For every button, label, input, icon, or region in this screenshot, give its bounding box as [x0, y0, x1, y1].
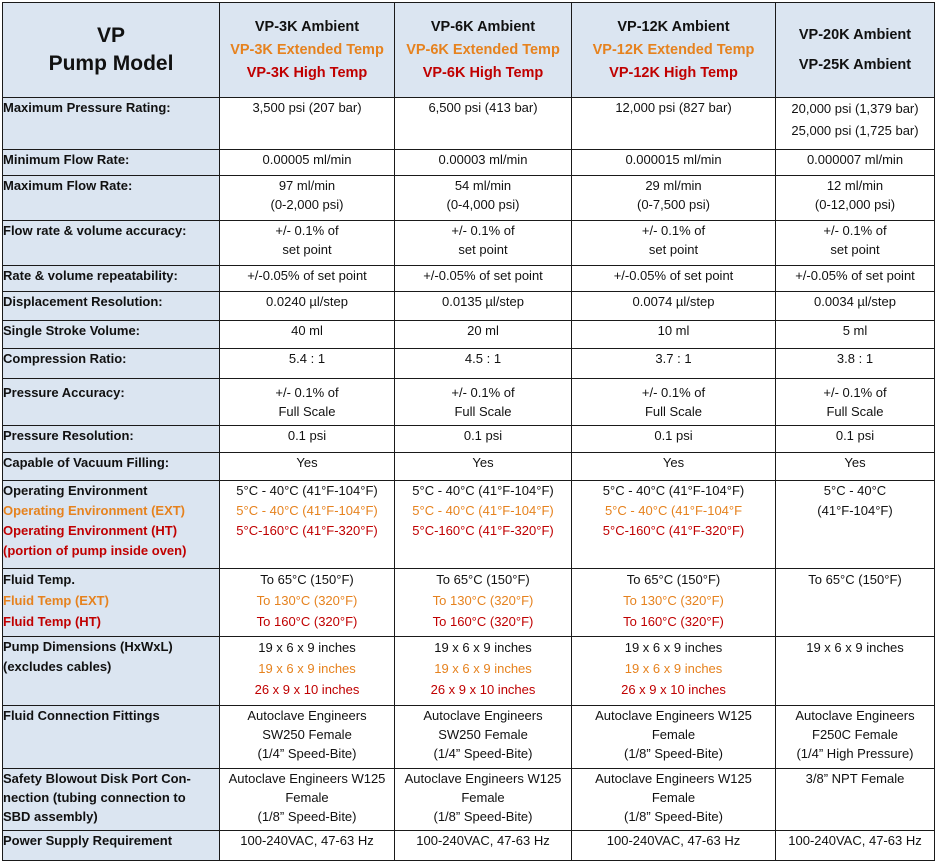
- spec-value: [776, 150, 935, 176]
- row-label: [3, 98, 220, 150]
- value-line: +/-0.05% of set point: [247, 268, 367, 283]
- spec-value: [776, 349, 935, 379]
- label-line: Operating Environment: [3, 483, 148, 498]
- pump-model-header: [3, 3, 220, 98]
- value-line: 5°C - 40°C (41°F-104°F): [602, 483, 745, 498]
- spec-value: [220, 453, 395, 481]
- value-line: 4.5 : 1: [464, 351, 502, 366]
- value-line: (41°F-104°F): [817, 503, 893, 518]
- spec-value: [776, 292, 935, 321]
- row-label: [3, 349, 220, 379]
- spec-value: [395, 98, 572, 150]
- value-line: 19 x 6 x 9 inches: [624, 640, 723, 655]
- value-line: Autoclave Engineers W125: [228, 771, 386, 786]
- value-line: Full Scale: [644, 404, 703, 419]
- row-label: [3, 569, 220, 637]
- value-line: (1/8” Speed-Bite): [257, 809, 357, 824]
- value-line: To 65°C (150°F): [260, 572, 354, 587]
- value-line-ext: 19 x 6 x 9 inches: [434, 661, 532, 676]
- label-line: (excludes cables): [3, 659, 112, 674]
- value-line-ht: To 160°C (320°F): [256, 614, 358, 629]
- spec-value: [395, 266, 572, 292]
- label-line: Displacement Resolution:: [3, 294, 163, 309]
- vp-20k-25k-header: [776, 3, 935, 98]
- label-line: Maximum Flow Rate:: [3, 178, 133, 193]
- value-line: 100-240VAC, 47-63 Hz: [240, 833, 374, 848]
- spec-value: [776, 569, 935, 637]
- value-line-ht: 5°C-160°C (41°F-320°F): [412, 523, 554, 538]
- spec-value: [395, 321, 572, 349]
- spec-value: [572, 292, 776, 321]
- value-line: Full Scale: [826, 404, 884, 419]
- spec-value: [572, 150, 776, 176]
- row-label: [3, 453, 220, 481]
- spec-value: [776, 481, 935, 569]
- label-line: Maximum Pressure Rating:: [3, 100, 171, 115]
- value-line: set point: [830, 242, 880, 257]
- spec-row-max-pressure: [3, 98, 935, 150]
- spec-value: [572, 453, 776, 481]
- value-line: (1/4” High Pressure): [796, 746, 914, 761]
- value-line: 0.0034 µl/step: [814, 294, 896, 309]
- value-line: 0.00003 ml/min: [438, 152, 528, 167]
- value-line: 5°C - 40°C (41°F-104°F): [412, 483, 554, 498]
- row-label: [3, 706, 220, 769]
- value-line-ht: 5°C-160°C (41°F-320°F): [602, 523, 745, 538]
- value-line: Female: [651, 790, 696, 805]
- spec-value: [776, 98, 935, 150]
- spec-value: [776, 831, 935, 861]
- value-line: 29 ml/min: [645, 178, 702, 193]
- row-label: [3, 831, 220, 861]
- value-line: 0.000007 ml/min: [806, 152, 904, 167]
- spec-value: [572, 379, 776, 426]
- label-line: SBD assembly): [3, 809, 98, 824]
- spec-value: [220, 481, 395, 569]
- spec-value: [395, 292, 572, 321]
- value-line: 97 ml/min: [278, 178, 336, 193]
- spec-value: [572, 98, 776, 150]
- spec-row-stroke-volume: [3, 321, 935, 349]
- model-ambient: VP-6K Ambient: [430, 18, 536, 35]
- spec-value: [395, 831, 572, 861]
- spec-value: [220, 769, 395, 831]
- value-line: 20 ml: [467, 323, 499, 338]
- value-line: 25,000 psi (1,725 bar): [791, 123, 919, 138]
- row-label: [3, 176, 220, 221]
- value-line: +/-0.05% of set point: [423, 268, 543, 283]
- value-line: 20,000 psi (1,379 bar): [791, 101, 919, 116]
- value-line: set point: [282, 242, 332, 257]
- label-line: Pump Dimensions (HxWxL): [3, 639, 173, 654]
- value-line: (0-7,500 psi): [637, 197, 710, 212]
- header-row: [3, 3, 935, 98]
- value-line: 100-240VAC, 47-63 Hz: [788, 833, 922, 848]
- row-label: [3, 426, 220, 453]
- spec-value: [572, 637, 776, 706]
- row-label: [3, 150, 220, 176]
- value-line: 6,500 psi (413 bar): [428, 100, 538, 115]
- spec-value: [220, 266, 395, 292]
- value-line-ext: 5°C - 40°C (41°F-104°F: [604, 503, 743, 518]
- spec-value: [572, 426, 776, 453]
- label-line-ext: Operating Environment (EXT): [3, 503, 186, 518]
- value-line-ext: To 130°C (320°F): [432, 593, 534, 608]
- spec-value: [395, 176, 572, 221]
- value-line: +/-0.05% of set point: [795, 268, 915, 283]
- value-line: Female: [651, 727, 696, 742]
- spec-value: [776, 453, 935, 481]
- value-line: set point: [458, 242, 508, 257]
- value-line: +/-0.05% of set point: [613, 268, 734, 283]
- value-line-ext: 5°C - 40°C (41°F-104°F): [412, 503, 554, 518]
- spec-value: [220, 831, 395, 861]
- label-line-ht: Fluid Temp (HT): [3, 614, 101, 629]
- vp-3k-header: [220, 3, 395, 98]
- row-label: [3, 379, 220, 426]
- row-label: [3, 221, 220, 266]
- value-line: 54 ml/min: [454, 178, 512, 193]
- pump-model-line: Pump Model: [48, 52, 174, 75]
- spec-row-dimensions: [3, 637, 935, 706]
- value-line: +/- 0.1% of: [451, 223, 515, 238]
- value-line: 0.00005 ml/min: [262, 152, 352, 167]
- value-line: SW250 Female: [262, 727, 352, 742]
- value-line: +/- 0.1% of: [823, 223, 887, 238]
- value-line-ext: To 130°C (320°F): [623, 593, 724, 608]
- label-line-ext: Fluid Temp (EXT): [3, 593, 109, 608]
- spec-value: [220, 706, 395, 769]
- vp-12k-header: [572, 3, 776, 98]
- spec-row-fluid-temp: [3, 569, 935, 637]
- value-line-ht: 26 x 9 x 10 inches: [430, 682, 536, 697]
- spec-row-pressure-resolution: [3, 426, 935, 453]
- value-line: +/- 0.1% of: [641, 385, 706, 400]
- spec-value: [776, 266, 935, 292]
- label-line: Capable of Vacuum Filling:: [3, 455, 170, 470]
- model-high-temp: VP-3K High Temp: [246, 64, 368, 81]
- pump-model-line: VP: [96, 24, 125, 47]
- spec-row-max-flow: [3, 176, 935, 221]
- spec-value: [776, 379, 935, 426]
- spec-row-flow-accuracy: [3, 221, 935, 266]
- spec-value: [776, 221, 935, 266]
- vp-6k-header: [395, 3, 572, 98]
- value-line: 100-240VAC, 47-63 Hz: [606, 833, 741, 848]
- spec-row-power-supply: [3, 831, 935, 861]
- row-label: [3, 321, 220, 349]
- spec-value: [395, 706, 572, 769]
- spec-value: [572, 569, 776, 637]
- label-line: nection (tubing connection to: [3, 790, 186, 805]
- spec-value: [220, 292, 395, 321]
- value-line: 0.0135 µl/step: [442, 294, 524, 309]
- label-line: Fluid Connection Fittings: [3, 708, 160, 723]
- spec-value: [572, 831, 776, 861]
- row-label: [3, 266, 220, 292]
- model-high-temp: VP-12K High Temp: [609, 64, 738, 81]
- spec-value: [776, 769, 935, 831]
- row-label: [3, 637, 220, 706]
- spec-row-pressure-accuracy: [3, 379, 935, 426]
- value-line: Autoclave Engineers W125: [595, 708, 752, 723]
- spec-value: [572, 266, 776, 292]
- label-line: Power Supply Requirement: [3, 833, 173, 848]
- value-line: set point: [648, 242, 699, 257]
- value-line: 0.1 psi: [835, 428, 875, 443]
- value-line: 19 x 6 x 9 inches: [434, 640, 532, 655]
- value-line: +/- 0.1% of: [451, 385, 515, 400]
- row-label: [3, 292, 220, 321]
- value-line: SW250 Female: [438, 727, 528, 742]
- value-line-ht: To 160°C (320°F): [623, 614, 724, 629]
- model-ambient: VP-20K Ambient: [798, 27, 912, 43]
- value-line-ht: 26 x 9 x 10 inches: [254, 682, 360, 697]
- spec-value: [776, 426, 935, 453]
- value-line: (1/8” Speed-Bite): [624, 809, 723, 824]
- spec-value: [395, 150, 572, 176]
- spec-row-operating-env: [3, 481, 935, 569]
- row-label: [3, 769, 220, 831]
- spec-value: [395, 481, 572, 569]
- spec-row-displacement: [3, 292, 935, 321]
- value-line: 3.8 : 1: [836, 351, 874, 366]
- value-line-ht: 5°C-160°C (41°F-320°F): [236, 523, 378, 538]
- value-line: Autoclave Engineers: [247, 708, 367, 723]
- value-line: +/- 0.1% of: [275, 223, 339, 238]
- model-ambient: VP-25K Ambient: [798, 57, 912, 73]
- value-line-ht: To 160°C (320°F): [432, 614, 534, 629]
- value-line: Yes: [472, 455, 494, 470]
- spec-value: [395, 453, 572, 481]
- pump-spec-table: [2, 2, 935, 861]
- spec-row-fittings: [3, 706, 935, 769]
- value-line-ht: 26 x 9 x 10 inches: [621, 682, 726, 697]
- model-ambient: VP-12K Ambient: [617, 18, 730, 35]
- label-line: Fluid Temp.: [3, 572, 75, 587]
- value-line: Full Scale: [278, 404, 336, 419]
- value-line: Autoclave Engineers W125: [404, 771, 562, 786]
- value-line: (0-12,000 psi): [814, 197, 896, 212]
- spec-value: [572, 481, 776, 569]
- value-line: To 65°C (150°F): [808, 572, 902, 587]
- spec-row-min-flow: [3, 150, 935, 176]
- value-line: 5°C - 40°C: [823, 483, 887, 498]
- spec-value: [572, 176, 776, 221]
- value-line: (1/4” Speed-Bite): [257, 746, 357, 761]
- label-line: Flow rate & volume accuracy:: [3, 223, 187, 238]
- spec-row-compression: [3, 349, 935, 379]
- value-line: 0.0074 µl/step: [632, 294, 715, 309]
- model-extended: VP-6K Extended Temp: [406, 41, 560, 58]
- value-line: 19 x 6 x 9 inches: [258, 640, 356, 655]
- spec-value: [220, 176, 395, 221]
- value-line: (1/8” Speed-Bite): [624, 746, 723, 761]
- label-line: Pressure Resolution:: [3, 428, 134, 443]
- model-ambient: VP-3K Ambient: [254, 18, 360, 35]
- spec-value: [395, 769, 572, 831]
- value-line: 5.4 : 1: [288, 351, 326, 366]
- value-line: 10 ml: [657, 323, 690, 338]
- spec-row-repeatability: [3, 266, 935, 292]
- value-line: Autoclave Engineers: [423, 708, 543, 723]
- spec-value: [220, 349, 395, 379]
- value-line: +/- 0.1% of: [275, 385, 339, 400]
- value-line: To 65°C (150°F): [626, 572, 721, 587]
- spec-value: [572, 321, 776, 349]
- label-line-ht: Operating Environment (HT): [3, 523, 178, 538]
- value-line: (1/8” Speed-Bite): [433, 809, 533, 824]
- value-line: 0.0240 µl/step: [266, 294, 348, 309]
- row-label: [3, 481, 220, 569]
- value-line: 3,500 psi (207 bar): [252, 100, 362, 115]
- label-line: Pressure Accuracy:: [3, 385, 125, 400]
- value-line: +/- 0.1% of: [641, 223, 706, 238]
- value-line: 5°C - 40°C (41°F-104°F): [236, 483, 378, 498]
- model-high-temp: VP-6K High Temp: [422, 64, 544, 81]
- spec-value: [776, 637, 935, 706]
- spec-value: [776, 321, 935, 349]
- spec-value: [220, 637, 395, 706]
- value-line: 0.1 psi: [463, 428, 503, 443]
- value-line: (0-4,000 psi): [446, 197, 520, 212]
- model-extended: VP-12K Extended Temp: [592, 41, 755, 58]
- spec-value: [776, 706, 935, 769]
- value-line: 19 x 6 x 9 inches: [806, 640, 904, 655]
- value-line-ext: 5°C - 40°C (41°F-104°F): [236, 503, 378, 518]
- label-line: Minimum Flow Rate:: [3, 152, 130, 167]
- value-line: 12,000 psi (827 bar): [615, 100, 732, 115]
- value-line: 100-240VAC, 47-63 Hz: [416, 833, 550, 848]
- spec-row-vacuum-filling: [3, 453, 935, 481]
- value-line: To 65°C (150°F): [436, 572, 530, 587]
- value-line: Yes: [662, 455, 685, 470]
- value-line-ext: 19 x 6 x 9 inches: [258, 661, 356, 676]
- spec-value: [572, 769, 776, 831]
- value-line: 0.000015 ml/min: [625, 152, 722, 167]
- value-line: (0-2,000 psi): [270, 197, 344, 212]
- label-line: Compression Ratio:: [3, 351, 127, 366]
- spec-value: [220, 221, 395, 266]
- label-line: Rate & volume repeatability:: [3, 268, 178, 283]
- spec-value: [220, 98, 395, 150]
- spec-value: [220, 426, 395, 453]
- spec-value: [572, 349, 776, 379]
- spec-value: [776, 176, 935, 221]
- value-line: 12 ml/min: [826, 178, 884, 193]
- spec-value: [572, 221, 776, 266]
- value-line: 5 ml: [842, 323, 868, 338]
- label-line-ht: (portion of pump inside oven): [3, 543, 187, 558]
- spec-value: [220, 321, 395, 349]
- value-line: Female: [461, 790, 505, 805]
- spec-value: [220, 569, 395, 637]
- value-line: Yes: [844, 455, 866, 470]
- spec-value: [395, 426, 572, 453]
- value-line: 0.1 psi: [287, 428, 327, 443]
- value-line: 0.1 psi: [654, 428, 693, 443]
- spec-value: [220, 379, 395, 426]
- value-line: +/- 0.1% of: [823, 385, 887, 400]
- label-line: Safety Blowout Disk Port Con-: [3, 771, 191, 786]
- spec-value: [395, 379, 572, 426]
- value-line: 3.7 : 1: [655, 351, 692, 366]
- value-line: Full Scale: [454, 404, 512, 419]
- value-line: Female: [285, 790, 329, 805]
- spec-row-blowout-disk: [3, 769, 935, 831]
- value-line: (1/4” Speed-Bite): [433, 746, 533, 761]
- value-line-ext: 19 x 6 x 9 inches: [624, 661, 723, 676]
- spec-value: [395, 349, 572, 379]
- model-extended: VP-3K Extended Temp: [230, 41, 384, 58]
- spec-value: [395, 637, 572, 706]
- value-line-ext: To 130°C (320°F): [256, 593, 358, 608]
- spec-value: [395, 569, 572, 637]
- value-line: Autoclave Engineers W125: [595, 771, 752, 786]
- spec-value: [220, 150, 395, 176]
- value-line: Yes: [296, 455, 318, 470]
- value-line: F250C Female: [812, 727, 898, 742]
- spec-value: [572, 706, 776, 769]
- value-line: 40 ml: [291, 323, 323, 338]
- label-line: Single Stroke Volume:: [3, 323, 141, 338]
- spec-value: [395, 221, 572, 266]
- value-line: 3/8” NPT Female: [805, 771, 905, 786]
- value-line: Autoclave Engineers: [795, 708, 915, 723]
